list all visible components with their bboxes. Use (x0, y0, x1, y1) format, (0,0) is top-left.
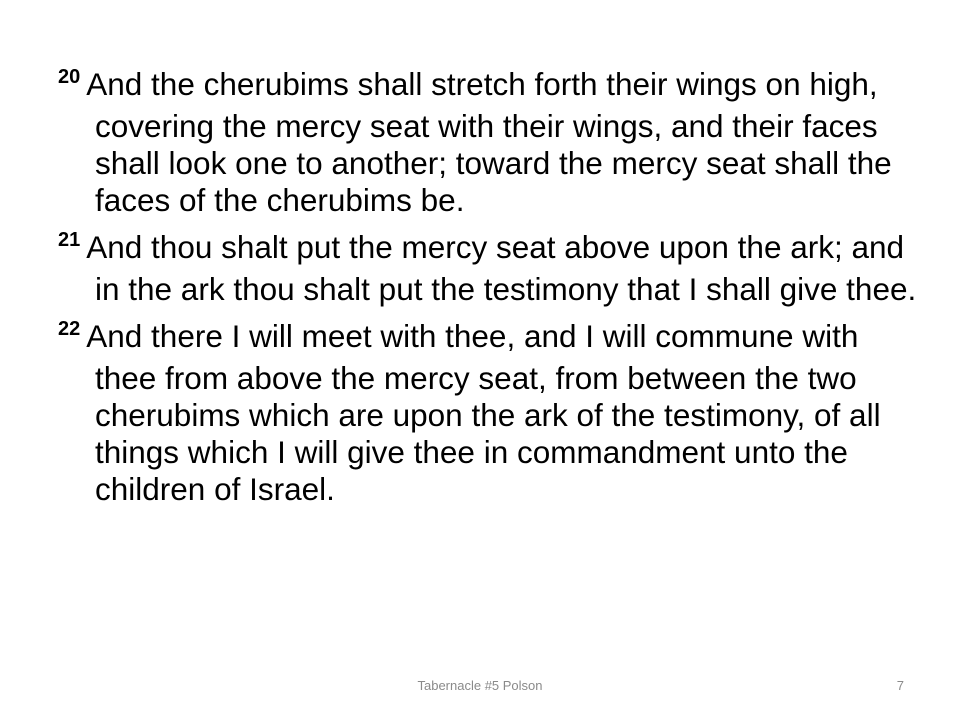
verse-number: 22 (58, 318, 81, 340)
verse-number: 21 (58, 229, 81, 251)
verse-22 (58, 318, 918, 508)
verse-text: And the cherubims shall stretch forth their wings on high, covering the mercy seat with their wings, and their faces shall look one to another; toward the mercy seat shall the faces of the cherubims be. (86, 66, 892, 218)
verse-text: And thou shalt put the mercy seat above upon the ark; and in the ark thou shalt put the testimony that I shall give thee. (86, 229, 917, 307)
verse-number: 20 (58, 66, 81, 88)
verse-text: And there I will meet with thee, and I will commune with thee from above the mercy seat, from between the two cherubims which are upon the ark of the testimony, of all things which I will give thee in commandment unto the children of Israel. (86, 318, 881, 507)
verse-20 (58, 66, 918, 219)
verse-21 (58, 229, 918, 308)
verse-list (58, 66, 918, 518)
slide-page-number: 7 (896, 678, 904, 693)
slide-footer: Tabernacle #5 Polson (417, 678, 543, 693)
